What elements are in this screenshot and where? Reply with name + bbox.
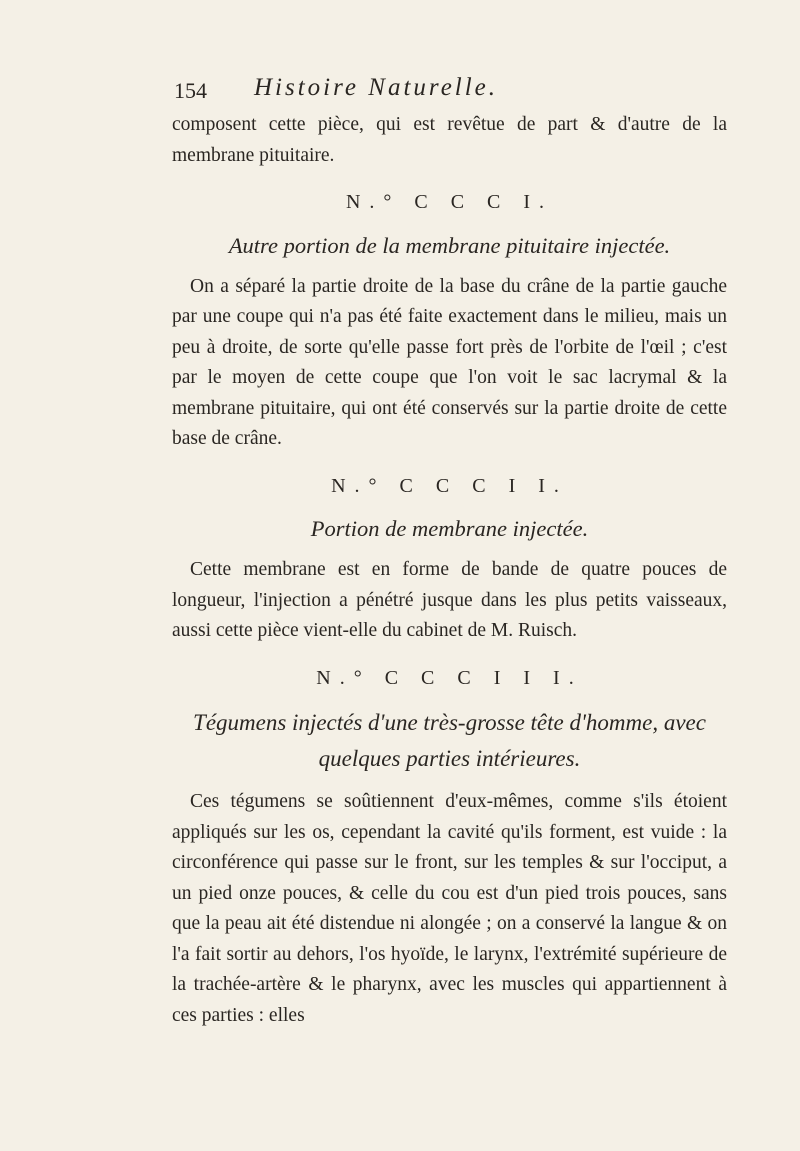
entry-303 bbox=[172, 663, 727, 1032]
page-header bbox=[174, 74, 734, 110]
entry-number: N.° C C C I I. bbox=[331, 474, 568, 497]
continuation-paragraph: composent cette pièce, qui est revêtue de part & d'autre de la membrane pituitaire. bbox=[172, 114, 727, 166]
page-number: 154 bbox=[174, 78, 207, 103]
entry-301 bbox=[172, 187, 727, 455]
entry-text: Ces tégumens se soûtiennent d'eux-mêmes, comme s'ils étoient appliqués sur les os, cependant la cavité qu'ils forment, est vuide : la circonférence qui passe sur le front, sur les temples & sur l'occiput, a un pied onze pouces, & celle du cou est d'un pied trois pouces, sans que la peau ait été distendue ni alongée ; on a conservé la langue & on l'a fait sortir au dehors, l'os hyoïde, le larynx, l'extrémité supérieure de la trachée-artère & le pharynx, avec les muscles qui appartiennent à ces parties : elles bbox=[172, 791, 727, 1026]
entry-title: Portion de membrane injectée. bbox=[310, 516, 589, 541]
entry-302 bbox=[172, 471, 727, 647]
entry-text: Cette membrane est en forme de bande de quatre pouces de longueur, l'injection a pénétré jusque dans les plus petits vaisseaux, aussi cette pièce vient-elle du cabinet de M. Ruisch. bbox=[172, 559, 727, 641]
entry-number: N.° C C C I. bbox=[345, 191, 554, 213]
entry-title: Autre portion de la membrane pituitaire injectée. bbox=[228, 232, 671, 258]
entry-title: Tégumens injectés d'une très-grosse tête d'homme, avec quelques parties intérieures. bbox=[193, 710, 706, 771]
running-title: Histoire Naturelle. bbox=[254, 74, 499, 101]
page-body bbox=[172, 110, 727, 1031]
entry-text: On a séparé la partie droite de la base du crâne de la partie gauche par une coupe qui n'a pas été faite exactement dans le milieu, mais un peu à droite, de sorte qu'elle passe fort près de l'orbite de l'œil ; c'est par le moyen de cette coupe que l'on voit le sac lacrymal & la membrane pituitaire, qui ont été conservés sur la partie droite de cette base de crâne. bbox=[172, 275, 727, 449]
entry-number: N.° C C C I I I. bbox=[316, 666, 583, 689]
